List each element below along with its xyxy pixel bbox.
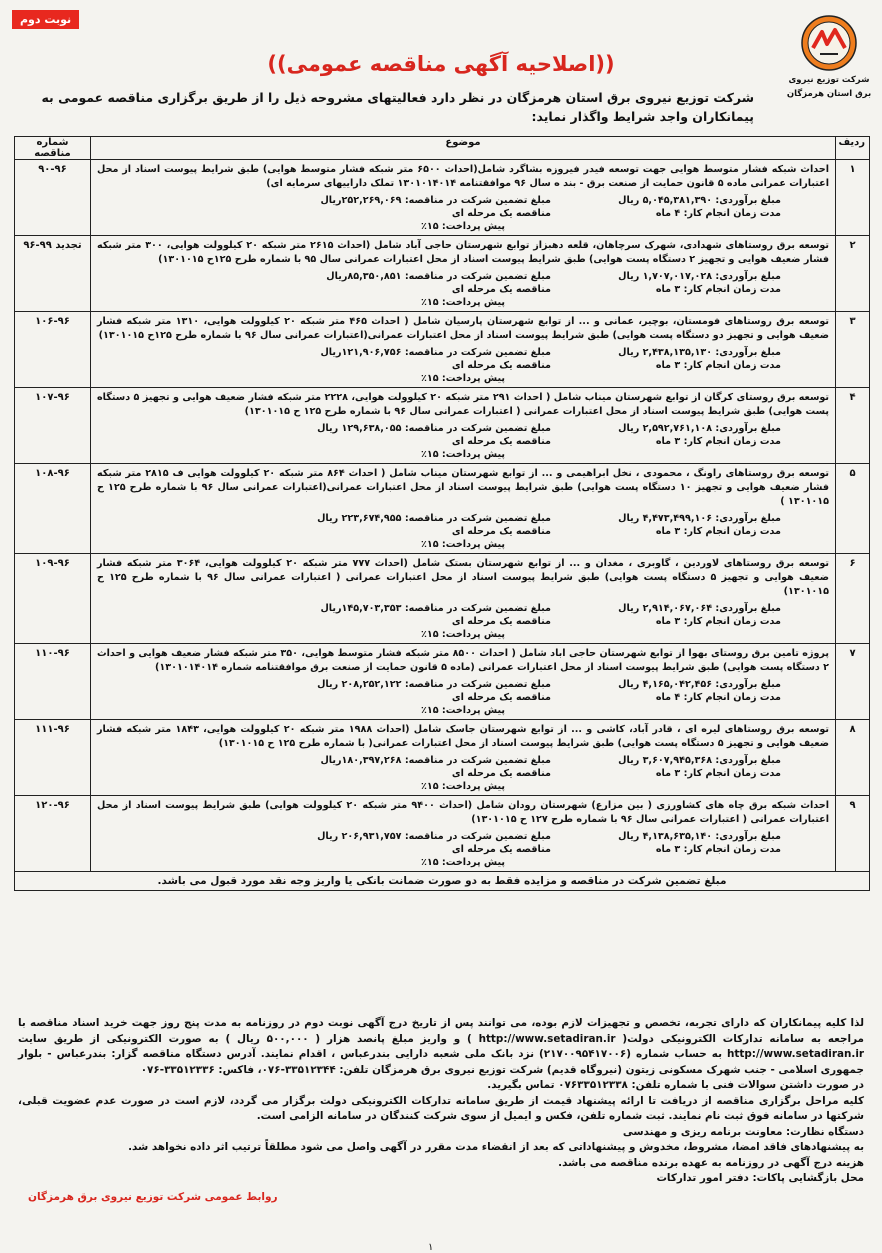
row-number: ۴ [836, 388, 870, 464]
paragraph-invalid-bids: به پیشنهادهای فاقد امضا، مشروط، مخدوش و پیشنهاداتی که بعد از انقضاء مدت مقرر در آگهی واصل می شود مطلقاً ترتیب اثر داده نخواهد شد. [128, 1141, 864, 1153]
row-subject [91, 644, 836, 720]
guarantee-block [97, 602, 551, 628]
tender-number: ۱۲۰-۹۶ [15, 796, 91, 872]
stage-line: مناقصه یک مرحله ای [451, 616, 551, 627]
guarantee-line [97, 512, 551, 525]
estimate-value: ۴,۴۷۳,۴۹۹,۱۰۶ ریال [618, 513, 713, 524]
guarantee-label: مبلغ تضمین شرکت در مناقصه: [404, 423, 551, 434]
row-description: توسعه برق روستاهای شهدادی، شهرک سرچاهان، قلعه دهبزاز توابع شهرستان حاجی آباد شامل (احداث ۲۶۱۵ متر شبکه ۲۰ کیلوولت هوایی، ۳۰۰ متر شبکه فشار ضعیف هوایی و تجهیز ۲ دستگاه پست هوایی) طبق شرایط پیوست اسناد از محل اعتبارات عمرانی سال ۹۵ با شماره طرح ۱۲۵ح ۱۳۰۱۰۱۵) [97, 240, 830, 265]
stage-line: مناقصه یک مرحله ای [451, 844, 551, 855]
guarantee-value: ۱۸۰,۳۹۷,۲۶۸ریال [320, 755, 402, 766]
guarantee-label: مبلغ تضمین شرکت در مناقصه: [404, 271, 551, 282]
prepayment-line: پیش پرداخت: ۱۵٪ [420, 449, 506, 460]
guarantee-line [97, 602, 551, 615]
guarantee-line [97, 830, 551, 843]
estimate-label: مبلغ برآوردی: [715, 271, 781, 282]
table-row [15, 160, 870, 236]
row-financials [97, 270, 829, 296]
row-financials [97, 678, 829, 704]
duration-value: ۳ ماه [655, 844, 681, 855]
row-financials [97, 754, 829, 780]
stage-line: مناقصه یک مرحله ای [451, 284, 551, 295]
intro-text: شرکت توزیع نیروی برق استان هرمزگان در نظر دارد فعالیتهای مشروحه ذیل را از طریق برگزاری مناقصه عمومی به پیمانکاران واجد شرایط واگذار نماید: [41, 90, 754, 124]
row-description: توسعه برق روستاهای فومستان، بوچیر، عمانی و ... از توابع شهرستان پارسیان شامل ( احداث ۴۶۵ متر شبکه ۲۰ کیلوولت هوایی، ۱۳۱۰ متر شبکه فشار ضعیف هوایی و تجهیز دو دستگاه پست هوایی) طبق شرایط پیوست اسناد از محل اعتبارات عمرانی(اعتبارات عمرانی سال ۹۶ با شماره طرح ۱۲۵ح ۱۳۰۱۰۱۵) [97, 316, 829, 341]
row-subject [91, 554, 836, 644]
stage-line: مناقصه یک مرحله ای [451, 360, 551, 371]
estimate-line [551, 194, 781, 207]
conditions-text [18, 1016, 864, 1187]
estimate-line [551, 830, 781, 843]
paragraph-supervisor: دستگاه نظارت: معاونت برنامه ریزی و مهندسی [622, 1125, 864, 1138]
estimate-block [551, 194, 829, 220]
stage-line: مناقصه یک مرحله ای [451, 436, 551, 447]
guarantee-block [97, 270, 551, 296]
header-tender-number: شماره مناقصه [15, 137, 91, 160]
estimate-value: ۲,۵۹۲,۷۶۱,۱۰۸ ریال [618, 423, 713, 434]
public-relations-signature: روابط عمومی شرکت توزیع نیروی برق هرمزگان [28, 1191, 278, 1203]
row-subject [91, 236, 836, 312]
estimate-value: ۴,۱۳۸,۶۳۵,۱۴۰ ریال [618, 831, 713, 842]
row-number: ۶ [836, 554, 870, 644]
row-number: ۹ [836, 796, 870, 872]
duration-label: مدت زمان انجام کار: [683, 360, 781, 371]
table-row [15, 796, 870, 872]
estimate-block [551, 346, 829, 372]
duration-label: مدت زمان انجام کار: [683, 526, 781, 537]
guarantee-line [97, 678, 551, 691]
table-footnote-row [15, 872, 870, 891]
estimate-block [551, 830, 829, 856]
duration-value: ۳ ماه [655, 436, 681, 447]
duration-value: ۳ ماه [655, 360, 681, 371]
prepayment-line: پیش پرداخت: ۱۵٪ [420, 629, 506, 640]
estimate-label: مبلغ برآوردی: [715, 513, 781, 524]
row-number: ۸ [836, 720, 870, 796]
guarantee-block [97, 512, 551, 538]
row-number: ۵ [836, 464, 870, 554]
paragraph-purchase: لذا کلیه پیمانکاران که دارای تجربه، تخصص و تجهیزات لازم بوده، می توانند پس از تاریخ درج آگهی نوبت دوم در روزنامه به مدت پنج روز جهت خرید اسناد مناقصه با مراجعه به سامانه تدارکات الکترونیکی دولت( http://www.setadiran.ir ) و واریز مبلغ پانصد هزار ( ۵۰۰,۰۰۰ ریال ) به صورت الکترونیکی از طریق سایت http://www.setadiran.ir به حساب شماره (۲۱۷۰۰۹۵۴۱۷۰۰۶) نزد بانک ملی شعبه دارایی بندرعباس ، اقدام نمایند. آدرس دستگاه مناقصه گزار: بندرعباس - بلوار جمهوری اسلامی - جنب شهرک مسکونی زیتون (نیروگاه قدیم) شرکت توزیع نیروی برق هرمزگان تلفن: ۳۳۵۱۲۳۴۴-۰۷۶، فاکس: ۳۳۵۱۲۳۳۶-۰۷۶ [18, 1017, 865, 1076]
estimate-value: ۲,۴۳۸,۱۳۵,۱۳۰ ریال [618, 347, 713, 358]
stage-line: مناقصه یک مرحله ای [451, 526, 551, 537]
row-number: ۷ [836, 644, 870, 720]
row-subject [91, 388, 836, 464]
guarantee-value: ۸۵,۳۵۰,۸۵۱ریال [326, 271, 402, 282]
estimate-value: ۲,۹۱۴,۰۶۷,۰۶۴ ریال [618, 603, 713, 614]
duration-label: مدت زمان انجام کار: [683, 284, 781, 295]
prepayment-line: پیش پرداخت: ۱۵٪ [420, 373, 506, 384]
row-financials [97, 830, 829, 856]
guarantee-label: مبلغ تضمین شرکت در مناقصه: [404, 513, 551, 524]
guarantee-value: ۲۰۶,۹۳۱,۷۵۷ ریال [317, 831, 402, 842]
row-description: احداث شبکه برق چاه های کشاورزی ( بین مزارع) شهرستان رودان شامل (احداث ۹۴۰۰ متر شبکه ۲۰ کیلوولت هوایی) طبق شرایط پیوست اسناد از محل اعتبارات عمرانی ( اعتبارات عمرانی سال ۹۶ با شماره طرح ۱۲۷ ح ۱۳۰۱۰۱۵) [97, 800, 830, 825]
duration-label: مدت زمان انجام کار: [683, 768, 781, 779]
header-subject: موضوع [91, 137, 836, 160]
row-number: ۳ [836, 312, 870, 388]
table-row [15, 464, 870, 554]
row-subject [91, 720, 836, 796]
estimate-value: ۱,۷۰۷,۰۱۷,۰۲۸ ریال [618, 271, 713, 282]
prepayment-line: پیش پرداخت: ۱۵٪ [420, 705, 506, 716]
newspaper-page [8, 8, 874, 1253]
estimate-line [551, 346, 781, 359]
prepayment-line: پیش پرداخت: ۱۵٪ [420, 781, 506, 792]
duration-value: ۳ ماه [655, 526, 681, 537]
guarantee-block [97, 422, 551, 448]
duration-label: مدت زمان انجام کار: [683, 616, 781, 627]
estimate-block [551, 678, 829, 704]
guarantee-label: مبلغ تضمین شرکت در مناقصه: [404, 347, 551, 358]
table-header-row [15, 137, 870, 160]
tender-number: ۱۱۰-۹۶ [15, 644, 91, 720]
estimate-label: مبلغ برآوردی: [715, 755, 781, 766]
paragraph-contact: در صورت داشتن سوالات فنی با شماره تلفن: ۰۷۶۳۳۵۱۲۳۳۸ تماس بگیرید. [487, 1079, 864, 1091]
guarantee-value: ۲۰۸,۲۵۲,۱۲۲ ریال [317, 679, 402, 690]
tender-number: ۹۶-۹۹ تجدید [15, 236, 91, 312]
guarantee-value: ۱۲۹,۶۳۸,۰۵۵ ریال [317, 423, 402, 434]
estimate-block [551, 754, 829, 780]
row-subject [91, 312, 836, 388]
duration-label: مدت زمان انجام کار: [683, 844, 781, 855]
guarantee-line [97, 194, 551, 207]
duration-line [551, 767, 781, 780]
estimate-line [551, 512, 781, 525]
tender-number: ۱۰۷-۹۶ [15, 388, 91, 464]
guarantee-label: مبلغ تضمین شرکت در مناقصه: [404, 679, 551, 690]
row-description: توسعه برق روستای کرگان از توابع شهرستان میناب شامل ( احداث ۲۹۱ متر شبکه ۲۰ کیلوولت هوایی، ۲۲۲۸ متر شبکه فشار ضعیف هوایی و تجهیز ۵ دستگاه پست هوایی) طبق شرایط پیوست اسناد از محل اعتبارات عمرانی ( اعتبارات عمرانی سال ۹۶ با شماره طرح ۱۲۵ ح ۱۳۰۱۰۱۵) [97, 392, 830, 417]
guarantee-label: مبلغ تضمین شرکت در مناقصه: [404, 831, 551, 842]
guarantee-value: ۲۵۲,۲۶۹,۰۶۹ریال [320, 195, 402, 206]
tender-number: ۱۰۸-۹۶ [15, 464, 91, 554]
estimate-label: مبلغ برآوردی: [715, 423, 781, 434]
estimate-line [551, 602, 781, 615]
guarantee-value: ۲۲۳,۶۷۴,۹۵۵ ریال [317, 513, 402, 524]
estimate-block [551, 602, 829, 628]
lightning-logo-icon [800, 14, 858, 72]
stage-line: مناقصه یک مرحله ای [451, 208, 551, 219]
estimate-line [551, 678, 781, 691]
guarantee-line [97, 754, 551, 767]
row-subject [91, 464, 836, 554]
company-logo [786, 14, 872, 100]
table-row [15, 236, 870, 312]
row-description: احداث شبکه فشار متوسط هوایی جهت توسعه فیدر فیروزه بشاگرد شامل(احداث ۶۵۰۰ متر شبکه فشار متوسط هوایی) طبق شرایط پیوست اسناد از محل اعتبارات عمرانی ماده ۵ قانون حمایت از صنعت برق - بند ه سال ۹۶ موافقتنامه ۱۳۰۱۰۱۴۰۱۴ تملک داراییهای سرمایه ای) [97, 164, 829, 189]
duration-line [551, 843, 781, 856]
duration-value: ۳ ماه [655, 616, 681, 627]
row-subject [91, 796, 836, 872]
guarantee-block [97, 830, 551, 856]
table-row [15, 388, 870, 464]
duration-line [551, 283, 781, 296]
paragraph-system: کلیه مراحل برگزاری مناقصه از دریافت تا ارائه پیشنهاد قیمت از طریق سامانه تدارکات الکترونیکی دولت برگزار می گردد، لازم است در صورت عدم عضویت قبلی، شرکتها در سامانه فوق ثبت نام نمایند. ثبت شماره تلفن، فکس و ایمیل از سوی شرکت کنندگان در سامانه الزامی است. [18, 1094, 864, 1122]
guarantee-line [97, 422, 551, 435]
tender-number: ۱۱۱-۹۶ [15, 720, 91, 796]
row-financials [97, 346, 829, 372]
estimate-block [551, 270, 829, 296]
prepayment-line: پیش پرداخت: ۱۵٪ [420, 297, 506, 308]
duration-line [551, 359, 781, 372]
duration-label: مدت زمان انجام کار: [683, 692, 781, 703]
guarantee-block [97, 754, 551, 780]
guarantee-label: مبلغ تضمین شرکت در مناقصه: [404, 195, 551, 206]
logo-text-line2: برق استان هرمزگان [786, 89, 872, 99]
row-financials [97, 512, 829, 538]
row-financials [97, 194, 829, 220]
tender-table [14, 136, 870, 891]
table-row [15, 312, 870, 388]
guarantee-footnote: مبلغ تضمین شرکت در مناقصه و مزایده فقط به دو صورت ضمانت بانکی یا واریز وجه نقد مورد قبول می باشد. [15, 872, 870, 891]
estimate-label: مبلغ برآوردی: [715, 679, 781, 690]
logo-text-line1: شرکت توزیع نیروی [788, 75, 870, 85]
row-description: پروژه تامین برق روستای بهوا از توابع شهرستان حاجی اباد شامل ( احداث ۸۵۰۰ متر شبکه فشار متوسط هوایی، ۳۵۰ متر شبکه فشار ضعیف هوایی و احداث ۲ دستگاه پست هوایی) طبق شرایط پیوست اسناد از محل اعتبارات عمرانی (ماده ۵ قانون حمایت از صنعت برق موافقتنامه شماره ۱۳۰۱۰۱۴۰۱۴) [97, 648, 829, 673]
estimate-line [551, 422, 781, 435]
estimate-block [551, 422, 829, 448]
estimate-label: مبلغ برآوردی: [715, 347, 781, 358]
guarantee-value: ۱۲۱,۹۰۶,۷۵۶ریال [320, 347, 402, 358]
duration-label: مدت زمان انجام کار: [683, 208, 781, 219]
prepayment-line: پیش پرداخت: ۱۵٪ [420, 539, 506, 550]
duration-label: مدت زمان انجام کار: [683, 436, 781, 447]
duration-value: ۳ ماه [655, 284, 681, 295]
estimate-value: ۵,۰۴۵,۳۸۱,۳۹۰ ریال [618, 195, 713, 206]
duration-line [551, 691, 781, 704]
table-row [15, 554, 870, 644]
guarantee-line [97, 270, 551, 283]
row-description: توسعه برق روستاهای لاوردین ، گاوبری ، مغدان و ... از توابع شهرستان بستک شامل (احداث ۷۷۷ متر شبکه ۲۰ کیلوولت هوایی، ۳۰۶۴ متر شبکه فشار ضعیف هوایی و تجهیز ۵ دستگاه پست هوایی) طبق شرایط پیوست اسناد از محل اعتبارات عمرانی ( اعتبارات عمرانی سال ۹۶ با شماره طرح ۱۲۵ ح ۱۳۰۱۰۱۵) [97, 558, 830, 597]
estimate-value: ۴,۱۶۵,۰۴۲,۴۵۶ ریال [618, 679, 713, 690]
paragraph-ad-cost: هزینه درج آگهی در روزنامه به عهده برنده مناقصه می باشد. [558, 1156, 864, 1169]
estimate-label: مبلغ برآوردی: [715, 195, 781, 206]
edition-badge: نوبت دوم [12, 10, 79, 29]
prepayment-line: پیش پرداخت: ۱۵٪ [420, 857, 506, 868]
stage-line: مناقصه یک مرحله ای [451, 692, 551, 703]
tender-number: ۱۰۹-۹۶ [15, 554, 91, 644]
row-financials [97, 602, 829, 628]
duration-value: ۴ ماه [655, 208, 681, 219]
guarantee-block [97, 194, 551, 220]
duration-line [551, 435, 781, 448]
estimate-value: ۳,۶۰۷,۹۴۵,۳۶۸ ریال [618, 755, 713, 766]
estimate-line [551, 754, 781, 767]
row-number: ۱ [836, 160, 870, 236]
table-row [15, 720, 870, 796]
guarantee-label: مبلغ تضمین شرکت در مناقصه: [404, 755, 551, 766]
tender-number: ۱۰۶-۹۶ [15, 312, 91, 388]
row-number: ۲ [836, 236, 870, 312]
notice-title: ((اصلاحیه آگهی مناقصه عمومی)) [267, 52, 615, 76]
page-number: ۱ [428, 1242, 434, 1253]
duration-line [551, 525, 781, 538]
paragraph-opening-place: محل بازگشایی پاکات: دفتر امور تدارکات [656, 1172, 864, 1184]
header-row-number: ردیف [836, 137, 870, 160]
guarantee-block [97, 346, 551, 372]
estimate-label: مبلغ برآوردی: [715, 603, 781, 614]
row-financials [97, 422, 829, 448]
estimate-label: مبلغ برآوردی: [715, 831, 781, 842]
duration-value: ۳ ماه [655, 768, 681, 779]
row-subject [91, 160, 836, 236]
row-description: توسعه برق روستاهای راونگ ، محمودی ، نخل ابراهیمی و ... از توابع شهرستان میناب شامل ( احداث ۸۶۴ متر شبکه ۲۰ کیلوولت هوایی ف ۲۸۱۵ متر شبکه فشار ضعیف هوایی و تجهیز ۱۰ دستگاه پست هوایی) طبق شرایط پیوست اسناد از محل اعتبارات عمرانی(اعتبارات عمرانی سال ۹۶ با شماره طرح ۱۲۵ ح ۱۳۰۱۰۱۵ ) [97, 468, 830, 507]
estimate-block [551, 512, 829, 538]
row-description: توسعه برق روستاهای لیره ای ، قادر آباد، کاشی و ... از توابع شهرستان جاسک شامل (احداث ۱۹۸۸ متر شبکه ۲۰ کیلوولت هوایی، ۱۸۴۳ متر شبکه فشار ضعیف هوایی و تجهیز ۵ دستگاه پست هوایی) طبق شرایط پیوست اسناد از محل اعتبارات عمرانی( با شماره طرح ۱۲۵ ح ۱۳۰۱۰۱۵) [97, 724, 830, 749]
guarantee-line [97, 346, 551, 359]
stage-line: مناقصه یک مرحله ای [451, 768, 551, 779]
guarantee-label: مبلغ تضمین شرکت در مناقصه: [404, 603, 551, 614]
tender-number: ۹۰-۹۶ [15, 160, 91, 236]
duration-line [551, 615, 781, 628]
guarantee-value: ۱۴۵,۷۰۳,۳۵۳ریال [320, 603, 402, 614]
table-row [15, 644, 870, 720]
duration-line [551, 207, 781, 220]
prepayment-line: پیش پرداخت: ۱۵٪ [420, 221, 506, 232]
estimate-line [551, 270, 781, 283]
duration-value: ۴ ماه [655, 692, 681, 703]
guarantee-block [97, 678, 551, 704]
